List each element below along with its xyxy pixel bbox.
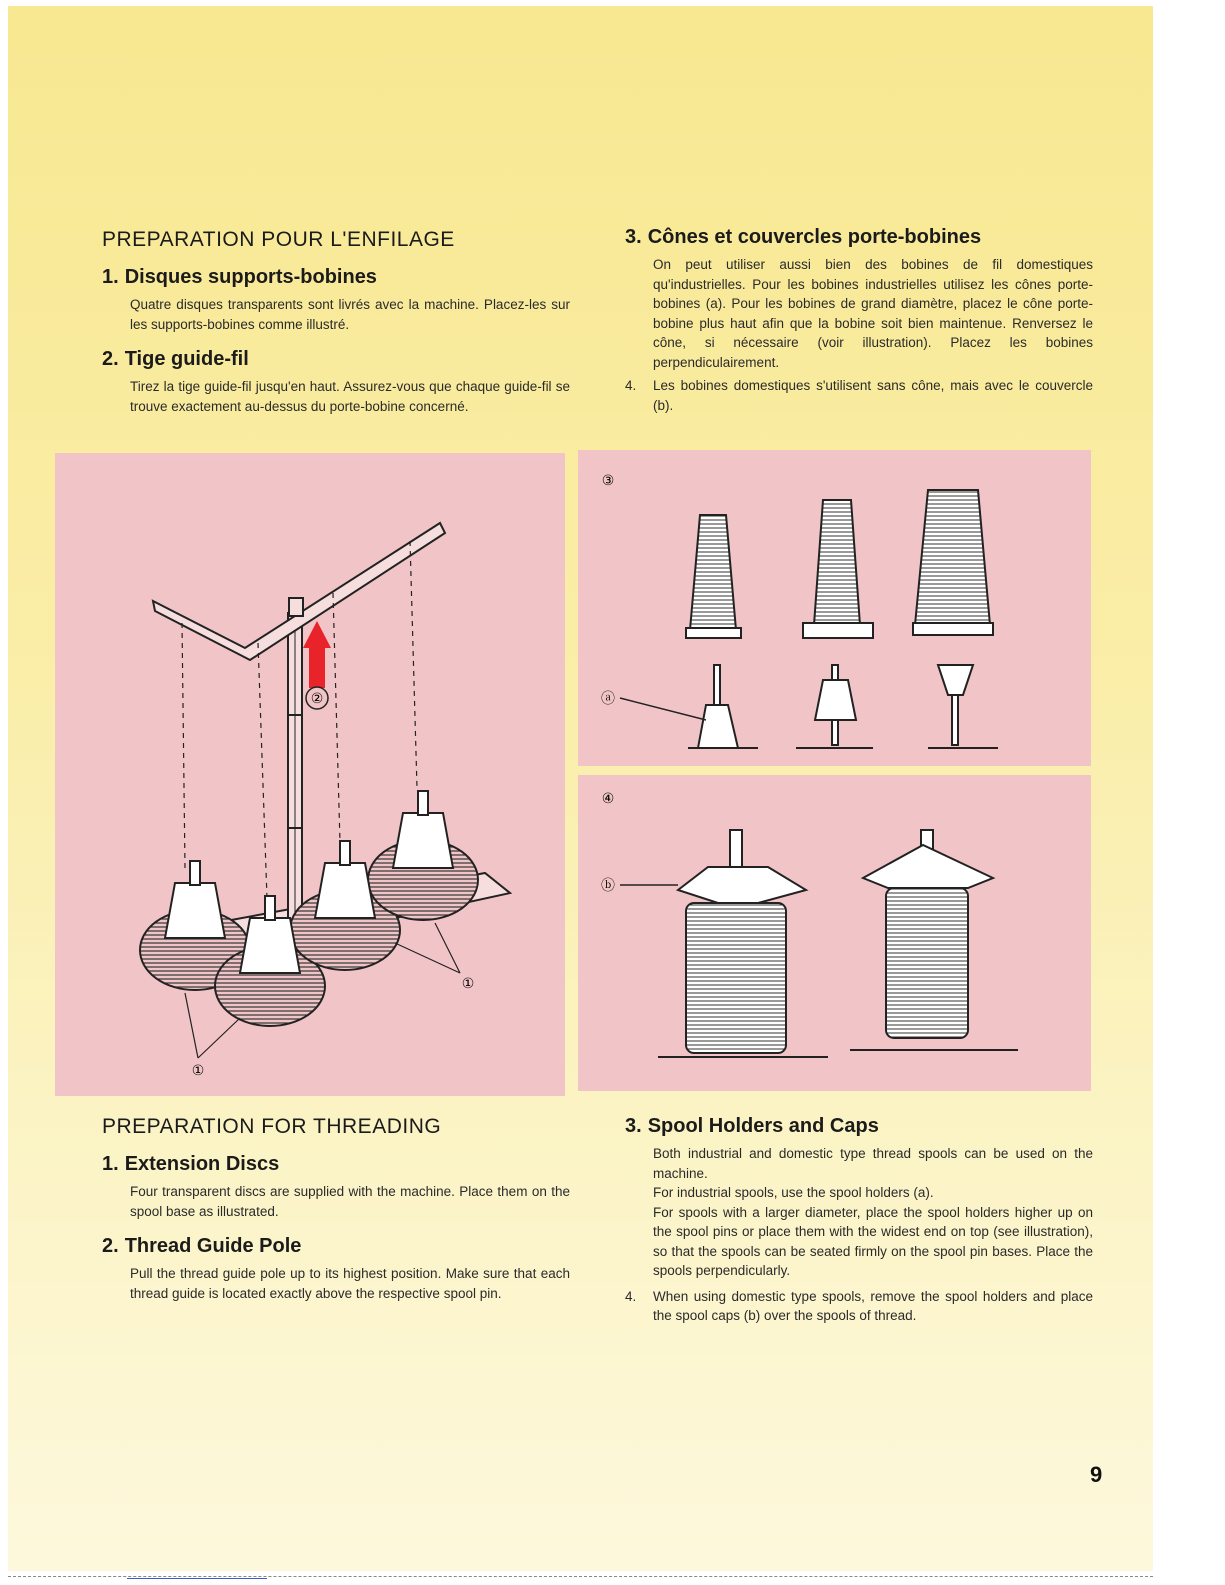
fr-s3-title: 3. Cônes et couvercles porte-bobines [625, 226, 982, 248]
up-arrow [303, 621, 331, 688]
page-number: 9 [1090, 1462, 1103, 1487]
fr-right-column [625, 226, 1093, 415]
figure-4-spool-caps [578, 775, 1091, 1091]
fig3-label: ③ [601, 473, 615, 489]
spool-stand-illustration [55, 453, 565, 1096]
footer-rule [8, 1576, 1153, 1577]
en-s3-title: 3. Spool Holders and Caps [625, 1115, 879, 1137]
label-2: ② [310, 691, 324, 707]
fr-left-column [102, 228, 570, 416]
en-s1-text: Four transparent discs are supplied with the machine. Place them on the spool base as illustrated. [130, 1184, 570, 1219]
fr-s3-text: On peut utiliser aussi bien des bobines de fil domestiques qu'industrielles. Pour les bobines industrielles utilisez les cônes porte-bobines (a). Pour les bobines de grand diamètre, placez le cône porte-bobine plus haut afin que la bobine soit bien maintenue. Renversez le cône, si nécessaire (voir illustration). Placez les bobines perpendiculairement. [653, 257, 1093, 370]
label-1-bottom: ① [191, 1063, 205, 1079]
fr-s4: 4. Les bobines domestiques s'utilisent sans cône, mais avec le couvercle (b). [625, 378, 1093, 413]
en-heading: PREPARATION FOR THREADING [102, 1115, 442, 1138]
fig4-label: ④ [601, 791, 615, 807]
en-s4: 4. When using domestic type spools, remove the spool holders and place the spool caps (b) over the spools of thread. [625, 1288, 1093, 1323]
en-s2-text: Pull the thread guide pole up to its highest position. Make sure that each thread guide is located exactly above the respective spool pin. [130, 1266, 570, 1301]
figure-3-spool-holders [578, 450, 1091, 766]
fr-s2-title: 2. Tige guide-fil [102, 348, 249, 370]
fr-heading: PREPARATION POUR L'ENFILAGE [102, 228, 455, 251]
label-a: ⓐ [601, 691, 615, 707]
fr-s1-title: 1. Disques supports-bobines [102, 266, 377, 288]
industrial-spools [686, 490, 993, 638]
domestic-spools [658, 830, 1018, 1057]
footer-link-underline [127, 1578, 267, 1579]
fr-s1-text: Quatre disques transparents sont livrés avec la machine. Placez-les sur les supports-bobines comme illustré. [130, 297, 570, 332]
en-s1-title: 1. Extension Discs [102, 1153, 280, 1175]
spool-stand-drawing [55, 453, 565, 1096]
en-s3-body: Both industrial and domestic type thread spools can be used on the machine. For industrial spools, use the spool holders (a). For spools with a larger diameter, place the spool holders higher up on the spool pins or place them with the widest end on top (see illustration), so that the spools can be seated firmly on the spool pin bases. Place the spools perpendicularly. [653, 1146, 1093, 1278]
en-s2-title: 2. Thread Guide Pole [102, 1235, 302, 1257]
label-b: ⓑ [601, 878, 615, 894]
label-1-right: ① [461, 976, 475, 992]
en-right-column [625, 1115, 1093, 1326]
spool-holders [688, 665, 998, 748]
fr-s2-text: Tirez la tige guide-fil jusqu'en haut. Assurez-vous que chaque guide-fil se trouve exactement au-dessus du porte-bobine concerné. [130, 379, 570, 414]
en-left-column [102, 1115, 570, 1303]
